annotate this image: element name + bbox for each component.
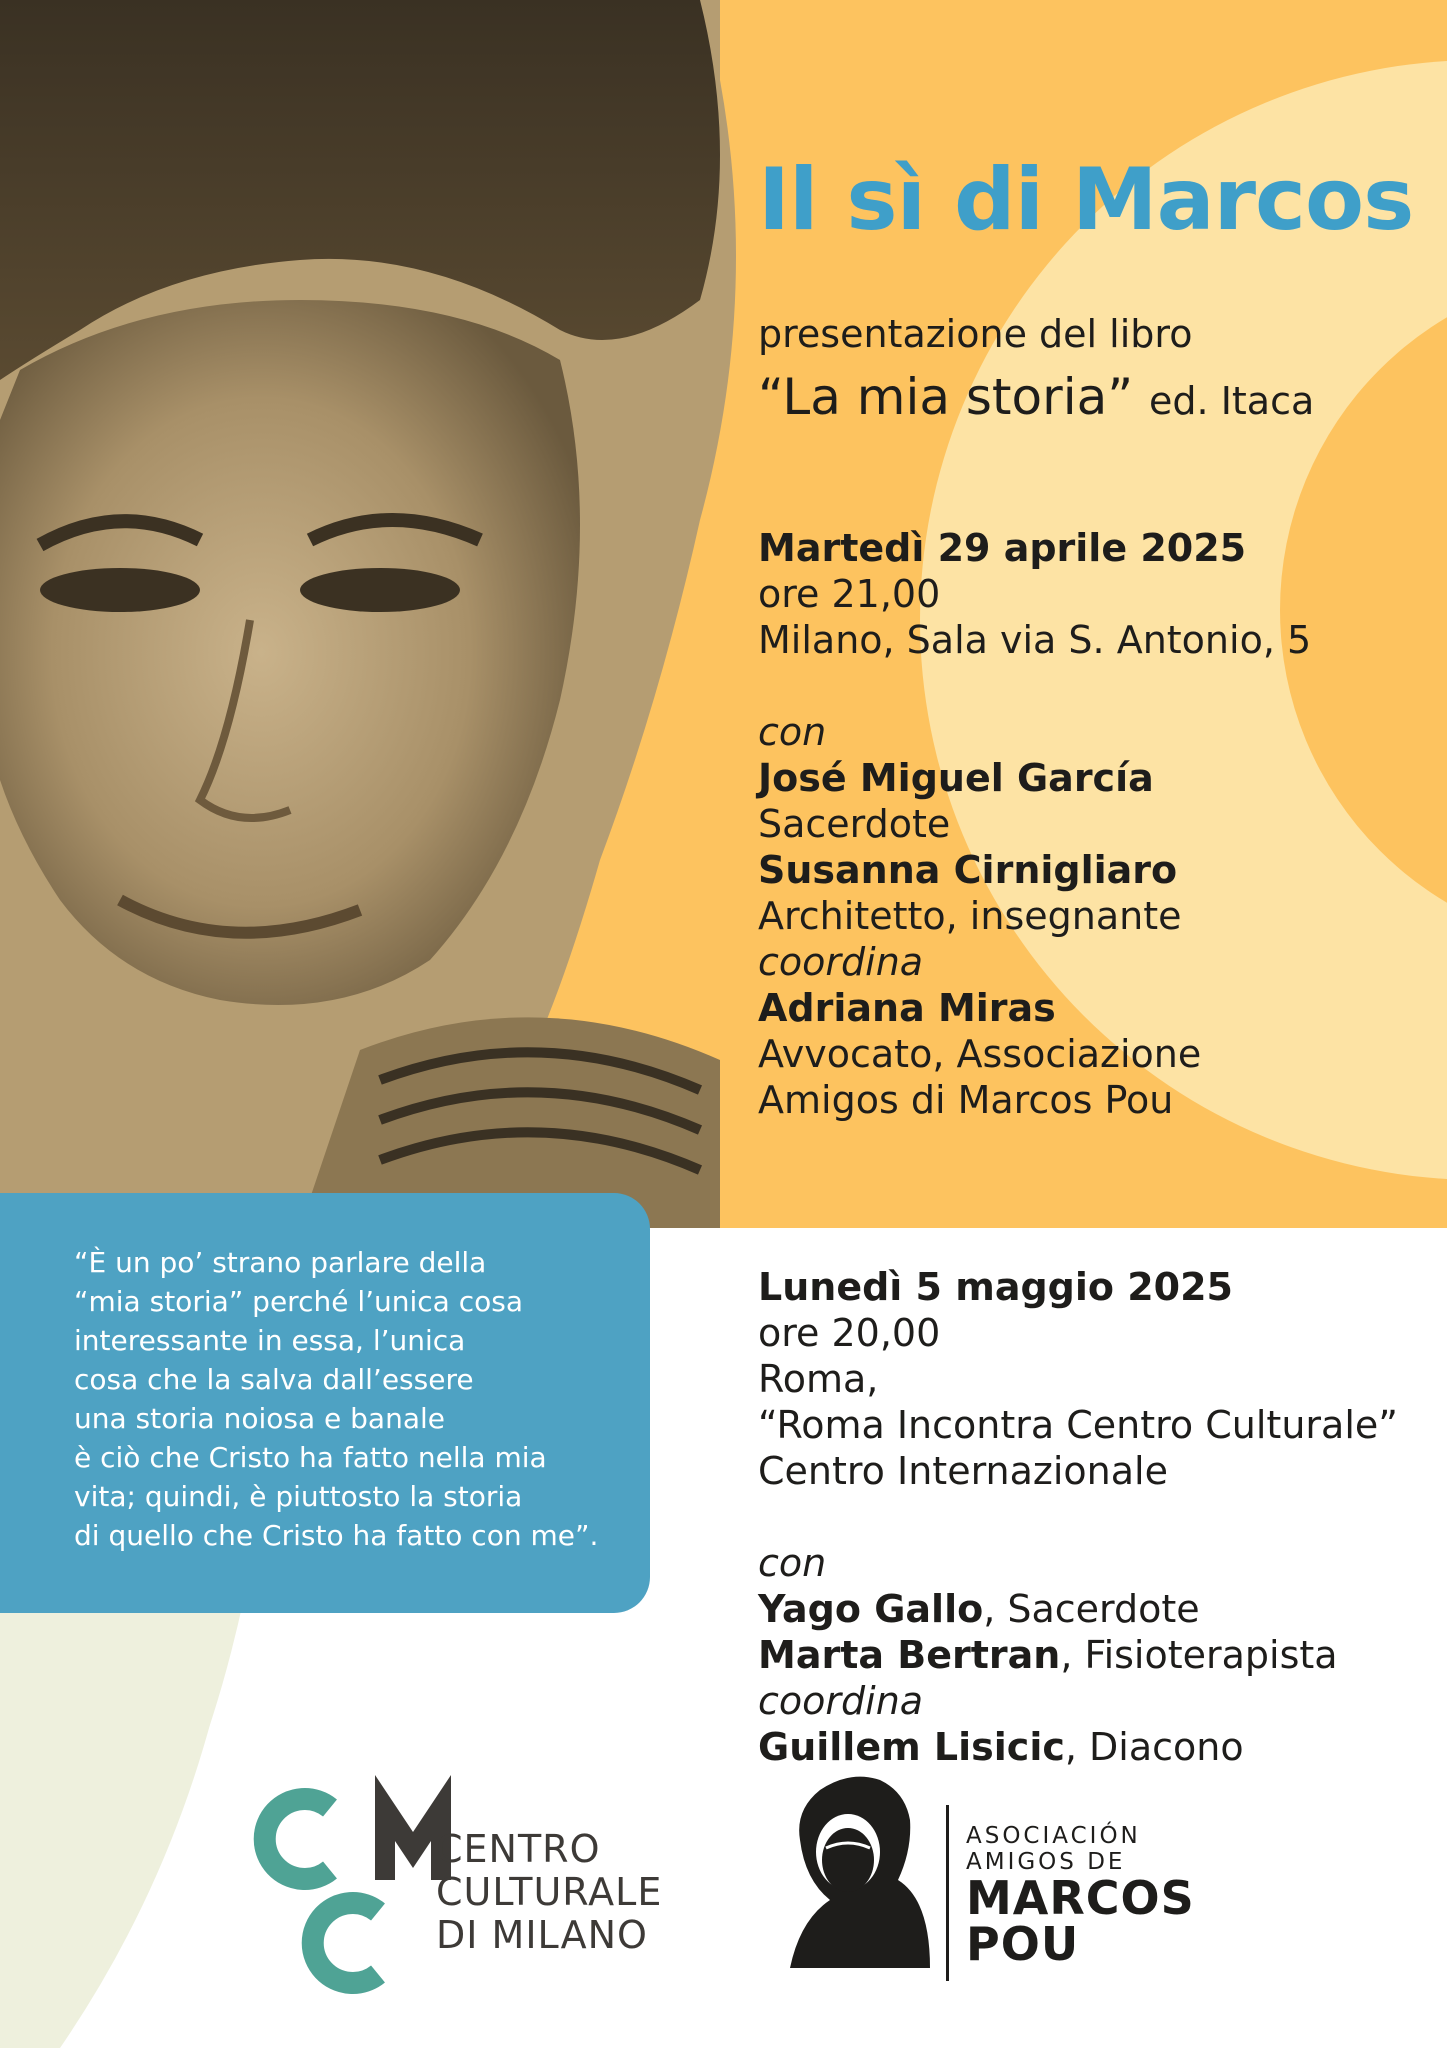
amigos-line3: MARCOS (966, 1871, 1195, 1925)
quote-line: una storia noiosa e banale (74, 1402, 445, 1435)
event1-date: Martedì 29 aprile 2025 (758, 526, 1247, 570)
event2-coordina-label: coordina (758, 1679, 924, 1723)
quote-box (0, 1193, 650, 1613)
event2-venue-2: Centro Internazionale (758, 1449, 1168, 1493)
event2-speaker2 (758, 1632, 1398, 1678)
event2-date: Lunedì 5 maggio 2025 (758, 1265, 1233, 1309)
marcos-quote (74, 1243, 598, 1555)
cmc-line3: DI MILANO (436, 1913, 648, 1957)
quote-line: cosa che la salva dall’essere (74, 1363, 474, 1396)
event1-place: Milano, Sala via S. Antonio, 5 (758, 618, 1312, 662)
cmc-line1: CENTRO (436, 1827, 601, 1871)
event-title: Il sì di Marcos (758, 150, 1414, 250)
cmc-logo-mark (265, 1799, 441, 1983)
amigos-line1: ASOCIACIÓN (966, 1823, 1141, 1849)
quote-line: di quello che Cristo ha fatto con me”. (74, 1519, 599, 1552)
event1-coordina-label: coordina (758, 940, 924, 984)
cmc-line2: CULTURALE (436, 1870, 663, 1914)
logo-divider (946, 1805, 949, 1981)
event1-moderator-role-2: Amigos di Marcos Pou (758, 1078, 1174, 1122)
spacer (758, 663, 1311, 709)
book-title-text: “La mia storia” (758, 368, 1134, 426)
event2-speaker1-role: , Sacerdote (983, 1587, 1200, 1631)
event1-speaker2-role: Architetto, insegnante (758, 894, 1182, 938)
event2-speaker2-name: Marta Bertran (758, 1633, 1061, 1677)
quote-line: “È un po’ strano parlare della (74, 1246, 487, 1279)
event1-speaker1-role: Sacerdote (758, 802, 951, 846)
book-presentation-label: presentazione del libro (758, 312, 1193, 356)
quote-line: vita; quindi, è piuttosto la storia (74, 1480, 523, 1513)
event2-speaker1-name: Yago Gallo (758, 1587, 984, 1631)
event1-speaker2-name: Susanna Cirnigliaro (758, 848, 1178, 892)
marcos-silhouette-icon (790, 1777, 930, 1968)
event2-speaker1 (758, 1586, 1398, 1632)
book-title (758, 368, 1314, 426)
event2-city: Roma, (758, 1357, 879, 1401)
event2-speaker2-role: , Fisioterapista (1060, 1633, 1338, 1677)
event1-section (758, 525, 1311, 1123)
event1-time: ore 21,00 (758, 572, 941, 616)
event2-section (758, 1264, 1398, 1770)
quote-line: interessante in essa, l’unica (74, 1324, 466, 1357)
event1-moderator-role: Avvocato, Associazione (758, 1032, 1202, 1076)
event2-venue: “Roma Incontra Centro Culturale” (758, 1403, 1398, 1447)
quote-line: “mia storia” perché l’unica cosa (74, 1285, 524, 1318)
amigos-line4: POU (966, 1917, 1080, 1971)
event1-con-label: con (758, 710, 827, 754)
event2-moderator-role: , Diacono (1064, 1725, 1244, 1769)
event1-speaker1-name: José Miguel García (758, 756, 1154, 800)
publisher: ed. Itaca (1149, 379, 1315, 423)
cmc-logo-text (436, 1828, 662, 1957)
quote-line: è ciò che Cristo ha fatto nella mia (74, 1441, 547, 1474)
event2-con-label: con (758, 1541, 827, 1585)
amigos-logo-text (966, 1823, 1195, 1971)
event2-moderator (758, 1724, 1398, 1770)
spacer (758, 1494, 1398, 1540)
portrait-photo (0, 0, 736, 1228)
event2-moderator-name: Guillem Lisicic (758, 1725, 1065, 1769)
event2-time: ore 20,00 (758, 1311, 941, 1355)
event1-moderator-name: Adriana Miras (758, 986, 1056, 1030)
amigos-line2: AMIGOS DE (966, 1849, 1126, 1875)
